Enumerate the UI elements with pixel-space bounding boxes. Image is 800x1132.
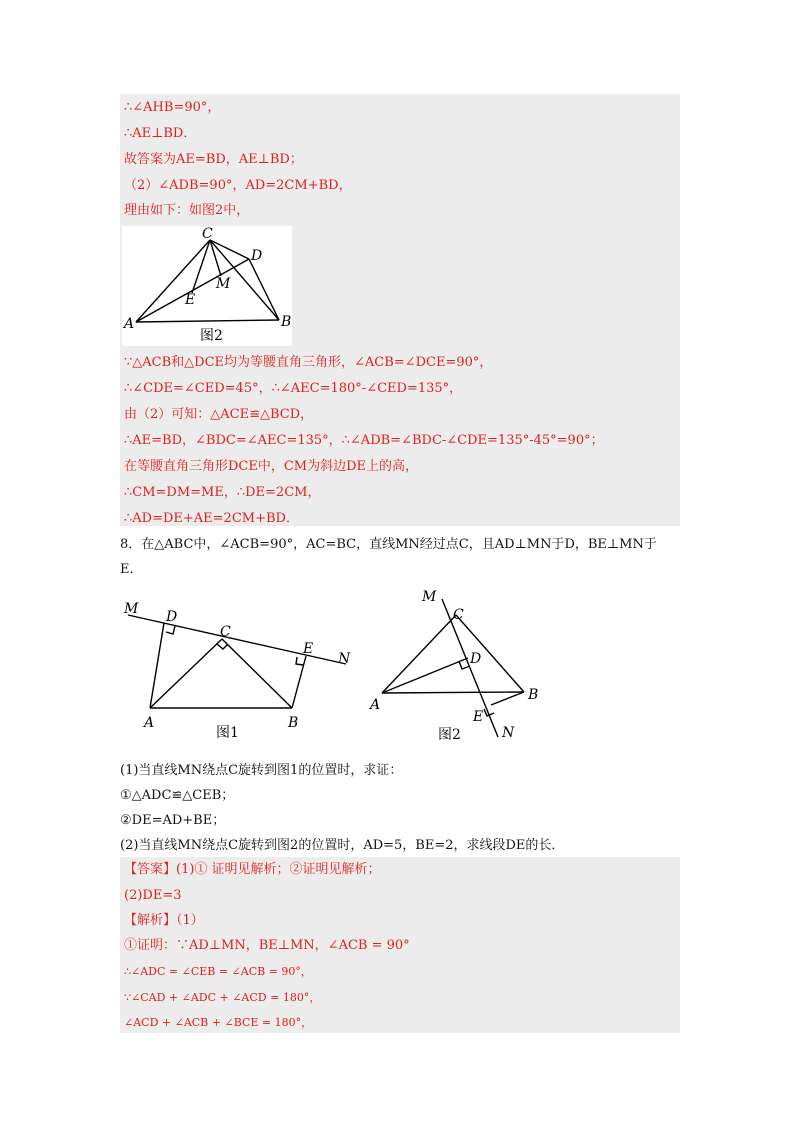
fig1-label-m: M [124, 601, 139, 617]
problem-figures [120, 585, 560, 745]
answer-line: ①证明：∵AD⊥MN，BE⊥MN，∠ACB = 90° [124, 938, 410, 953]
figure-caption: 图2 [200, 328, 223, 344]
text-line: ∴AE⊥BD． [124, 126, 197, 141]
label-e: E [185, 292, 196, 308]
fig1-label-n: N [338, 651, 351, 667]
fig1-label-a: A [144, 715, 155, 731]
text-line: ∵△ACB和△DCE均为等腰直角三角形，∠ACB=∠DCE=90°， [124, 355, 493, 370]
geometry-diagram [122, 226, 292, 346]
question-1a: ①△ADC≌△CEB； [120, 788, 235, 803]
fig2-label-e: E [473, 709, 484, 725]
fig2-label-c: C [453, 607, 464, 623]
fig1-label-d: D [166, 609, 178, 625]
answer-line: 【解析】（1） [124, 913, 204, 928]
fig2-caption: 图2 [438, 727, 461, 743]
figure-2-solution [122, 226, 292, 346]
answer-line: 【答案】(1)① 证明见解析；②证明见解析； [124, 862, 381, 877]
fig1-caption: 图1 [216, 725, 239, 741]
geometry-diagrams [120, 585, 560, 745]
fig2-label-m: M [422, 589, 437, 605]
answer-line: ∵∠CAD + ∠ADC + ∠ACD = 180°， [124, 991, 321, 1004]
answer-line: ∴∠ADC = ∠CEB = ∠ACB = 90°， [124, 965, 312, 978]
text-line: ∴AD=DE+AE=2CM+BD． [124, 511, 299, 526]
answer-line: (2)DE=3 [124, 888, 182, 903]
fig2-label-n: N [502, 725, 515, 741]
fig1-label-b: B [288, 715, 299, 731]
text-line: （2）∠ADB=90°，AD=2CM+BD， [124, 178, 352, 193]
label-a: A [124, 316, 135, 332]
question-1b: ②DE=AD+BE； [120, 813, 226, 828]
text-line: ∴CM=DM=ME，∴DE=2CM， [124, 485, 321, 500]
fig1-label-e: E [303, 641, 314, 657]
question-1: (1)当直线MN绕点C旋转到图1的位置时，求证： [120, 763, 403, 778]
label-d: D [251, 248, 263, 264]
fig2-label-d: D [470, 651, 482, 667]
text-line: ∴∠AHB=90°， [124, 100, 221, 115]
text-line: 由（2）可知：△ACE≌△BCD， [124, 407, 314, 422]
label-b: B [281, 314, 292, 330]
question-2: (2)当直线MN绕点C旋转到图2的位置时，AD=5，BE=2，求线段DE的长． [120, 838, 565, 853]
text-line: 在等腰直角三角形DCE中，CM为斜边DE上的高， [124, 459, 419, 474]
problem-statement-cont: E． [120, 562, 143, 577]
label-c: C [202, 226, 213, 242]
problem-statement: 8．在△ABC中，∠ACB=90°，AC=BC，直线MN经过点C，且AD⊥MN于D，BE⊥MN于 [120, 537, 657, 552]
fig2-label-b: B [528, 687, 539, 703]
text-line: 故答案为AE=BD，AE⊥BD； [124, 152, 303, 167]
answer-line: ∠ACD + ∠ACB + ∠BCE = 180°， [124, 1016, 313, 1029]
label-m: M [216, 276, 231, 292]
fig1-label-c: C [220, 624, 231, 640]
text-line: 理由如下：如图2中， [124, 203, 250, 218]
text-line: ∴AE=BD，∠BDC=∠AEC=135°，∴∠ADB=∠BDC-∠CDE=135°-45°=90°； [124, 433, 604, 448]
fig2-label-a: A [370, 697, 381, 713]
text-line: ∴∠CDE=∠CED=45°，∴∠AEC=180°-∠CED=135°， [124, 381, 463, 396]
